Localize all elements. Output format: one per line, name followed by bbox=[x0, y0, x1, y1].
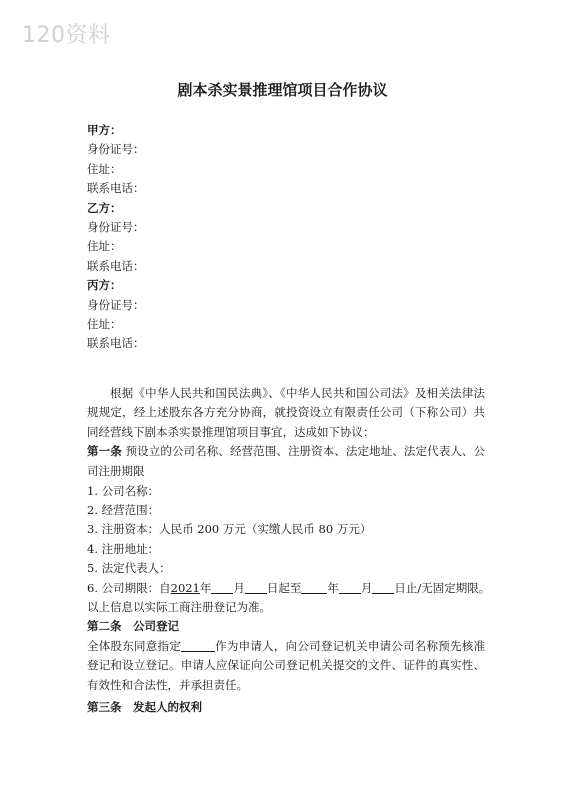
term-month-char: 月 bbox=[233, 580, 245, 595]
term-start-day-blank bbox=[245, 581, 267, 594]
article-1-item-1: 1. 公司名称： bbox=[87, 483, 160, 498]
article-1-item-5: 5. 法定代表人： bbox=[87, 561, 171, 576]
article-2-heading: 第二条 公司登记 bbox=[87, 619, 179, 634]
party-b-label: 乙方： bbox=[87, 200, 122, 215]
article-1-item-3: 3. 注册资本：人民币 200 万元（实缴人民币 80 万元） bbox=[87, 522, 372, 537]
term-start-month-blank bbox=[211, 581, 233, 594]
article-1-heading: 第一条 bbox=[87, 444, 122, 459]
document-title: 剧本杀实景推理馆项目合作协议 bbox=[177, 81, 388, 99]
article-1-note: 以上信息以实际工商注册登记为准。 bbox=[87, 600, 271, 614]
term-start-suffix: 日起至 bbox=[266, 580, 302, 595]
article-1-text: 预设立的公司名称、经营范围、注册资本、法定地址、法定代表人、公司注册期限 bbox=[87, 444, 486, 479]
party-c-address-label: 住址： bbox=[87, 316, 122, 331]
term-end-year-blank bbox=[301, 581, 327, 594]
document-body bbox=[87, 121, 491, 717]
party-a-label: 甲方： bbox=[87, 123, 122, 137]
party-b-phone-label: 联系电话： bbox=[87, 258, 145, 273]
party-c-label: 丙方： bbox=[87, 278, 122, 293]
term-start-year: 2021 bbox=[170, 580, 200, 595]
term-end-month-char: 月 bbox=[360, 580, 373, 595]
watermark: 120资料 bbox=[22, 23, 111, 48]
article-1-item-2: 2. 经营范围： bbox=[87, 503, 160, 518]
article-1-item-4: 4. 注册地址： bbox=[87, 541, 160, 556]
term-year-char: 年 bbox=[199, 580, 212, 595]
party-a-id-label: 身份证号： bbox=[87, 142, 145, 157]
term-prefix: 6. 公司期限：自 bbox=[87, 580, 171, 595]
article-3-heading: 第三条 发起人的权利 bbox=[87, 699, 202, 714]
party-a-address-label: 住址： bbox=[87, 161, 122, 176]
party-a-phone-label: 联系电话： bbox=[87, 181, 145, 196]
party-b-address-label: 住址： bbox=[87, 239, 122, 254]
term-end-year-char: 年 bbox=[327, 580, 339, 595]
applicant-blank bbox=[181, 639, 215, 652]
preamble-paragraph: 根据《中华人民共和国民法典》、《中华人民共和国公司法》及相关法律法规规定，经上述股东各方充分协商，就投资设立有限责任公司（下称公司）共同经营线下剧本杀实景推理馆项目事宜，达成如下协议： bbox=[87, 385, 485, 439]
term-end-month-blank bbox=[339, 581, 361, 594]
article-1 bbox=[87, 442, 485, 481]
party-c-phone-label: 联系电话： bbox=[87, 336, 145, 351]
party-c-id-label: 身份证号： bbox=[87, 297, 145, 312]
term-end-suffix: 日止/无固定期限。 bbox=[394, 580, 491, 595]
article-2-text-b: 作为申请人，向公司登记机关申请公司名称预先核准登记和设立登记。申请人应保证向公司登记机关提交的文件、证件的真实性、有效性和合法性，并承担责任。 bbox=[87, 638, 485, 692]
article-1-item-6 bbox=[87, 579, 491, 598]
spacer bbox=[87, 354, 485, 384]
article-2-paragraph bbox=[87, 637, 485, 696]
term-end-day-blank bbox=[372, 581, 394, 594]
party-b-id-label: 身份证号： bbox=[87, 219, 145, 234]
article-2-text-a: 全体股东同意指定 bbox=[87, 638, 181, 653]
